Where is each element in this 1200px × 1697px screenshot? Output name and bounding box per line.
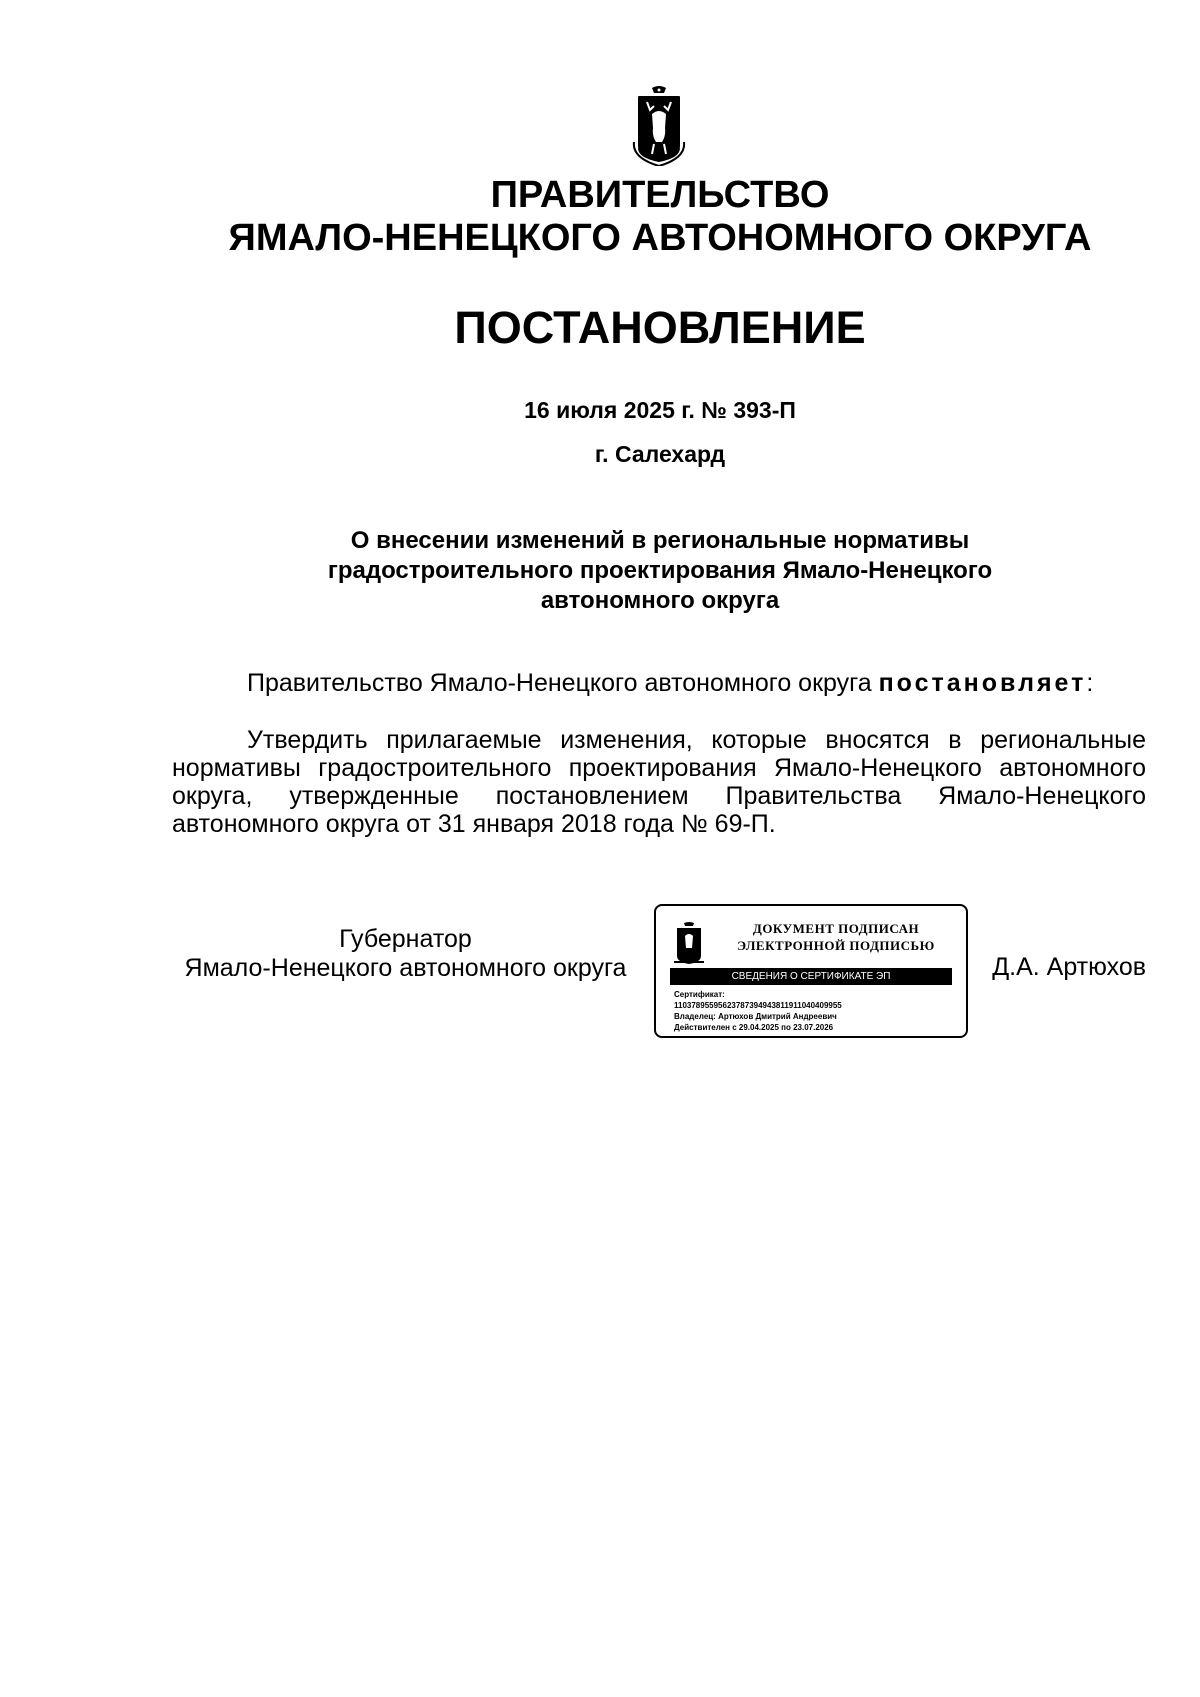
certificate-owner: Владелец: Артюхов Дмитрий Андреевич bbox=[674, 1012, 837, 1021]
intro-text: Правительство Ямало-Ненецкого автономного округа bbox=[247, 669, 879, 697]
coat-of-arms-icon bbox=[632, 86, 686, 166]
city: г. Салехард bbox=[594, 441, 726, 467]
stamp-heading bbox=[718, 920, 954, 954]
government-region: ЯМАЛО-НЕНЕЦКОГО АВТОНОМНОГО ОКРУГА bbox=[228, 217, 1092, 259]
signer-name: Д.А. Артюхов bbox=[992, 953, 1146, 981]
certificate-info bbox=[674, 989, 956, 1033]
document-subject bbox=[270, 526, 1050, 616]
electronic-signature-stamp bbox=[654, 904, 968, 1038]
signer-region: Ямало-Ненецкого автономного округа bbox=[184, 954, 627, 982]
intro-punctuation: : bbox=[1086, 669, 1094, 697]
subject-line: градостроительного проектирования Ямало-Ненецкого bbox=[327, 557, 993, 584]
intro-paragraph bbox=[172, 669, 1146, 697]
stamp-heading-line: ЭЛЕКТРОННОЙ ПОДПИСЬЮ bbox=[737, 938, 935, 953]
intro-emphasis: постановляет bbox=[878, 669, 1087, 697]
certificate-number: 11037895595623787394943811911040409955 bbox=[674, 1001, 842, 1010]
document-type: ПОСТАНОВЛЕНИЕ bbox=[454, 302, 866, 353]
certificate-bar: СВЕДЕНИЯ О СЕРТИФИКАТЕ ЭП bbox=[670, 968, 952, 985]
stamp-heading-line: ДОКУМЕНТ ПОДПИСАН bbox=[752, 921, 920, 936]
signer-title bbox=[172, 925, 639, 983]
subject-line: автономного округа bbox=[540, 587, 780, 614]
stamp-coat-of-arms-icon bbox=[672, 922, 706, 968]
certificate-label: Сертификат: bbox=[674, 990, 725, 999]
date-number: 16 июля 2025 г. № 393-П bbox=[524, 397, 796, 423]
subject-line: О внесении изменений в региональные нормативы bbox=[350, 527, 970, 554]
certificate-validity: Действителен с 29.04.2025 по 23.07.2026 bbox=[674, 1023, 834, 1032]
main-paragraph: Утвердить прилагаемые изменения, которые вносятся в региональные нормативы градостроительного проектирования Ямало-Ненецкого автономного округа, утвержденные постановлением Правительства Ямало-Ненецкого автономного округа от 31 января 2018 года № 69-П. bbox=[172, 726, 1146, 838]
government-title: ПРАВИТЕЛЬСТВО bbox=[490, 174, 830, 216]
signer-position: Губернатор bbox=[339, 925, 472, 953]
